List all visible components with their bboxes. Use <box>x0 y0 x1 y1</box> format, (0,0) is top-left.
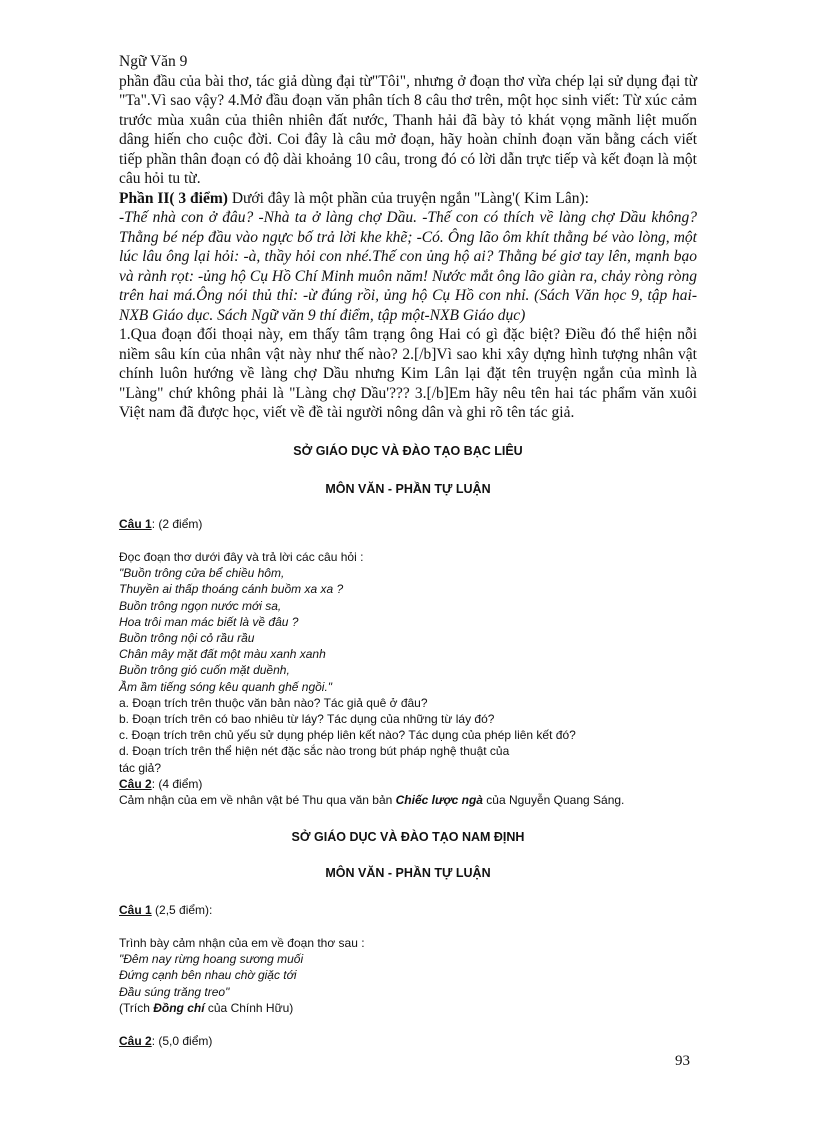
poem-line: Đứng cạnh bên nhau chờ giặc tới <box>119 968 297 983</box>
sub-question: b. Đoạn trích trên có bao nhiêu từ láy? Tác dụng của những từ láy đó? <box>119 712 495 727</box>
bac-lieu-question-1 <box>119 516 719 532</box>
nam-dinh-question-2 <box>119 1033 719 1049</box>
poem-line: "Buồn trông cửa bể chiều hôm, <box>119 566 285 581</box>
poem-line: Buồn trông ngọn nước mới sa, <box>119 598 282 613</box>
bac-lieu-question-1-body <box>119 549 719 808</box>
poem-line: Hoa trôi man mác biết là về đâu ? <box>119 614 299 629</box>
book-title: Ngữ Văn 9 <box>119 53 188 70</box>
sub-question: tác giả? <box>119 760 162 775</box>
bac-lieu-q2-points: : (4 điểm) <box>151 776 203 791</box>
poem-line: Chân mây mặt đất một màu xanh xanh <box>119 647 326 662</box>
intro-block <box>119 52 697 423</box>
poem-source: (Trích Đồng chí của Chính Hữu) <box>119 1000 294 1015</box>
bac-lieu-q1-points: : (2 điểm) <box>151 517 203 531</box>
bac-lieu-q2-label: Câu 2 <box>119 776 152 791</box>
poem-line: Thuyền ai thấp thoáng cánh buồm xa xa ? <box>119 582 344 597</box>
work-title: Đồng chí <box>153 1000 205 1015</box>
poem-line: Ầm ầm tiếng sóng kêu quanh ghế ngồi." <box>119 679 333 694</box>
bac-lieu-department-heading: SỞ GIÁO DỤC VÀ ĐÀO TẠO BẠC LIÊU <box>293 444 523 458</box>
nam-dinh-question-1 <box>119 902 719 918</box>
nam-dinh-subject-heading: MÔN VĂN - PHẦN TỰ LUẬN <box>325 866 491 880</box>
work-title: Chiếc lược ngà <box>395 793 483 808</box>
bac-lieu-subject-heading: MÔN VĂN - PHẦN TỰ LUẬN <box>325 482 491 496</box>
poem-line: Buồn trông gió cuốn mặt duềnh, <box>119 663 290 678</box>
nam-dinh-department-heading: SỞ GIÁO DỤC VÀ ĐÀO TẠO NAM ĐỊNH <box>291 830 525 844</box>
bac-lieu-q1-prompt: Đọc đoạn thơ dưới đây và trả lời các câu hỏi : <box>119 550 364 564</box>
poem-line: Buồn trông nội cỏ rầu rầu <box>119 631 255 646</box>
part2-text: Dưới đây là một phần của truyện ngắn "Làng'( Kim Lân): <box>227 189 589 207</box>
page-number: 93 <box>675 1053 690 1069</box>
sub-question: d. Đoạn trích trên thể hiện nét đặc sắc nào trong bút pháp nghệ thuật của <box>119 744 510 759</box>
nam-dinh-q2-points: : (5,0 điểm) <box>151 1034 213 1048</box>
poem-line: "Đêm nay rừng hoang sương muối <box>119 952 304 967</box>
nam-dinh-q1-points: (2,5 điểm): <box>151 903 213 917</box>
nam-dinh-question-1-body <box>119 935 719 1016</box>
part2-questions: 1.Qua đoạn đối thoại này, em thấy tâm trạng ông Hai có gì đặc biệt? Điều đó thể hiện nỗi niềm sâu kín của nhân vật này như thế nào? 2.[/b]Vì sao khi xây dựng hình tượng nhân vật chính luôn hướng về làng chợ Dầu nhưng Kim Lân lại đặt tên truyện ngắn của mình là "Làng" chứ không phải là "Làng chợ Dầu'??? 3.[/b]Em hãy nêu tên hai tác phẩm văn xuôi Việt nam đã được học, viết về đề tài người nông dân và ghi rõ tên tác giả. <box>119 326 697 421</box>
story-excerpt: -Thế nhà con ở đâu? -Nhà ta ở làng chợ Dầu. -Thế con có thích về làng chợ Dầu không? Thằng bé nép đầu vào ngực bố trả lời khe khẽ; -Có. Ông lão ôm khít thằng bé vào lòng, một lúc lâu ông lại hỏi: -à, thầy hỏi con nhé.Thế con ủng hộ ai? Thằng bé giơ tay lên, mạnh bạo và rành rọt: -ủng hộ Cụ Hồ Chí Minh muôn năm! Nước mắt ông lão giàn ra, chảy ròng ròng trên hai má.Ông nói thủ thỉ: -ừ đúng rồi, ủng hộ Cụ Hồ con nhỉ. (Sách Văn học 9, tập hai-NXB Giáo dục. Sách Ngữ văn 9 thí điểm, tập một-NXB Giáo dục) <box>119 209 697 324</box>
bac-lieu-q1-label: Câu 1 <box>119 517 152 531</box>
poem-line: Đầu súng trăng treo" <box>119 984 230 999</box>
sub-question: a. Đoạn trích trên thuộc văn bản nào? Tác giả quê ở đâu? <box>119 695 428 710</box>
part2-label: Phần II( 3 điểm) <box>119 189 228 207</box>
nam-dinh-q1-prompt: Trình bày cảm nhận của em về đoạn thơ sau : <box>119 936 365 950</box>
intro-paragraph: phần đầu của bài thơ, tác giả dùng đại từ"Tôi", nhưng ở đoạn thơ vừa chép lại sử dụng đại từ "Ta".Vì sao vậy? 4.Mở đầu đoạn văn phân tích 8 câu thơ trên, một học sinh viết: Từ xúc cảm trước mùa xuân của thiên nhiên đất nước, Thanh hải đã bày tỏ khát vọng mãnh liệt muốn dâng hiến cho cuộc đời. Coi đây là câu mở đoạn, hãy hoàn chỉnh đoạn văn bằng cách viết tiếp phần thân đoạn có độ dài khoảng 10 câu, trong đó có lời dẫn trực tiếp và kết đoạn là một câu hỏi tu từ. <box>119 72 697 187</box>
nam-dinh-q2-label: Câu 2 <box>119 1034 152 1048</box>
nam-dinh-q1-label: Câu 1 <box>119 903 152 917</box>
part2-paragraph <box>119 189 697 209</box>
bac-lieu-q2-text: Cảm nhận của em về nhân vật bé Thu qua văn bản Chiếc lược ngà của Nguyễn Quang Sáng. <box>119 793 625 808</box>
sub-question: c. Đoạn trích trên chủ yếu sử dụng phép liên kết nào? Tác dụng của phép liên kết đó? <box>119 728 576 743</box>
